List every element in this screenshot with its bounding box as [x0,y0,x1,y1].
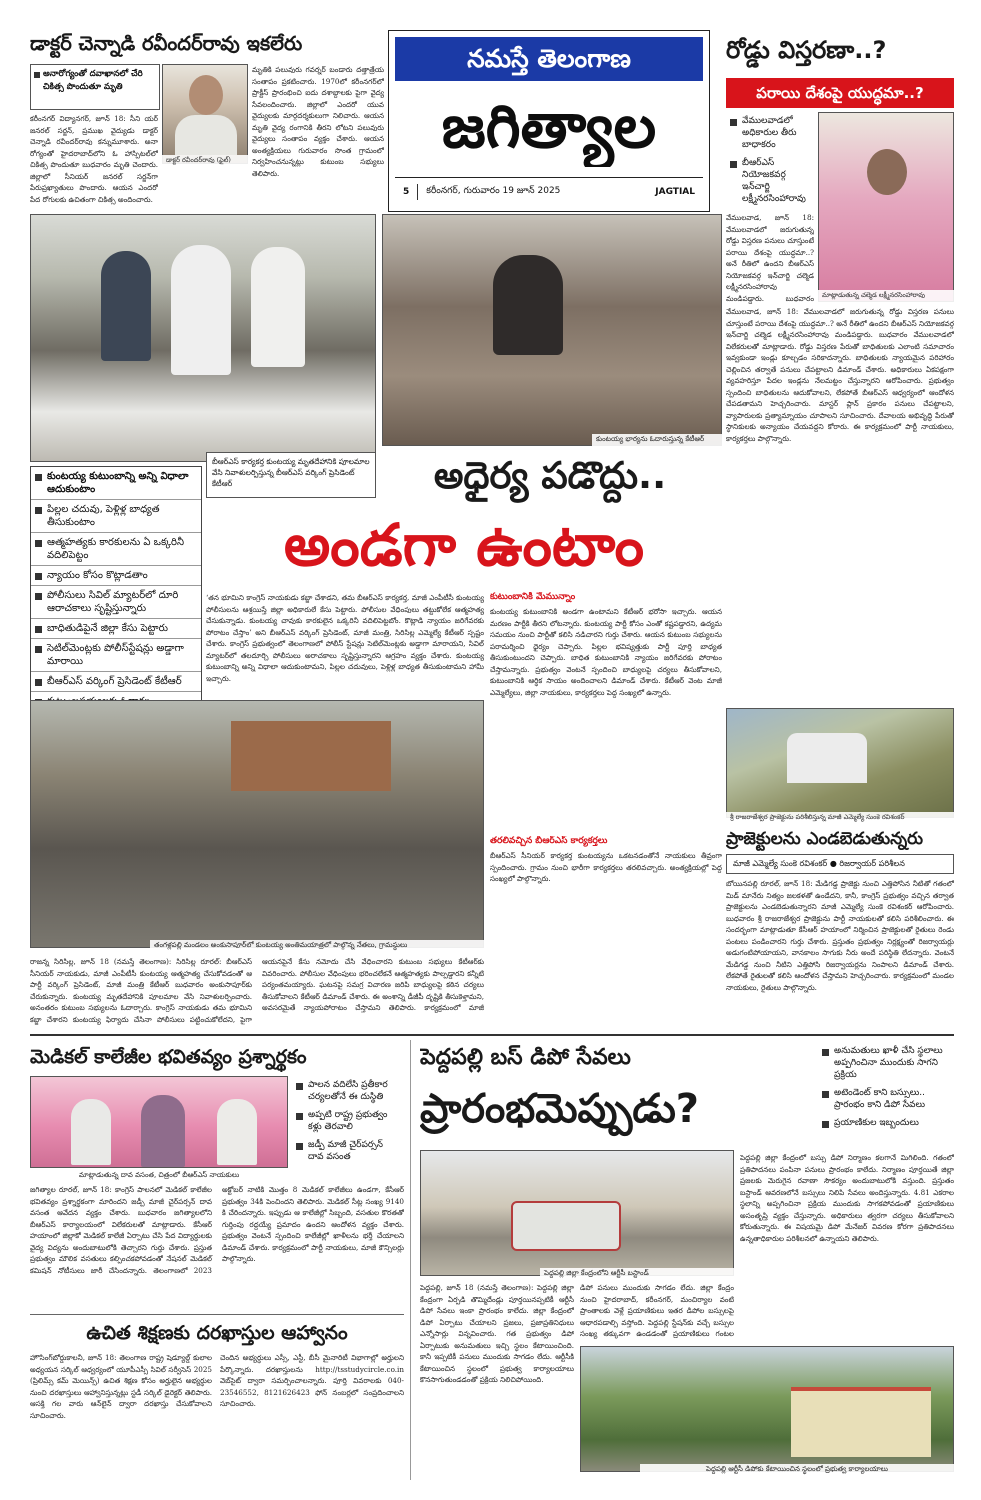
projects-photo-people [787,733,867,783]
highlight-bullet [34,72,40,78]
medical-body: జగిత్యాల రూరల్, జూన్ 18: కాంగ్రెస్ పాలనలో మెడికల్ కాలేజీల భవితవ్యం ప్రశ్నార్థకంగా మారిందని జడ్పీ మాజీ చైర్‌పర్సన్ దావ వసంత ఆవేదన వ్యక్తం చేశారు. బుధవారం జగిత్యాలలోని బీఆర్‌ఎస్ కార్యాలయంలో విలేకరులతో మాట్లాడారు. కేసీఆర్ హయాంలో జిల్లాకో మెడికల్ కాలేజీ ఏర్పాటు చేసి పేద విద్యార్థులకు వైద్య విద్యను అందుబాటులోకి తెచ్చారని గుర్తు చేశారు. ప్రస్తుత ప్రభుత్వం మౌలిక వసతులు కల్పించకపోవడంతో నేషనల్ మెడికల్ కమిషన్ నోటీసులు జారీ చేసిందన్నారు. తెలంగాణలో 2023 అక్టోబర్ నాటికి మొత్తం 8 మెడికల్ కాలేజీలు ఉండగా, కేసీఆర్ ప్రభుత్వం 34కి పెంచిందని తెలిపారు. మెడికల్ సీట్ల సంఖ్య 9140 కి చేరిందన్నారు. ఇప్పుడు ఆ కాలేజీల్లో సిబ్బంది, వసతుల కొరతతో గుర్తింపు రద్దయ్యే ప్రమాదం ఉందని ఆందోళన వ్యక్తం చేశారు. ప్రభుత్వం వెంటనే స్పందించి కాలేజీల్లో ఖాళీలను భర్తీ చేయాలని డిమాండ్ చేశారు. కార్యక్రమంలో పార్టీ నాయకులు, మాజీ కౌన్సిలర్లు పాల్గొన్నారు. [30,1185,404,1275]
main-bullet-6: బాధితుడిపైనే జిల్లా కేసు పెట్టారు [31,619,201,639]
obituary-body-right: మృతికి పలువురు గవర్నర్ బండారు దత్తాత్రేయ సంతాపం ప్రకటించారు. 1970లో కరీంనగర్‌లో ప్రాక్టీస్ ప్రారంభించి ఐదు దశాబ్దాలకు పైగా వైద్య సేవలందించారు. జిల్లాలో ఎందరో యువ వైద్యులకు మార్గదర్శకులుగా నిలిచారు. ఆయన మృతి వైద్య రంగానికి తీరని లోటని పలువురు వైద్యులు సంతాపం వ్యక్తం చేశారు. ఆయన అంత్యక్రియలు గురువారం సొంత గ్రామంలో నిర్వహించనున్నట్లు కుటుంబ సభ్యులు తెలిపారు. [252,65,384,178]
medical-photo [30,1076,288,1168]
obituary-photo [162,64,248,164]
bus-photo-2 [580,1346,954,1472]
road-bullet-1: వేములవాడలో అధికారుల తీరు బాధాకరం [726,112,814,154]
portrait-shirt [175,115,237,155]
projects-subheadline: మాజీ ఎమ్మెల్యే సుంకె రవిశంకర్ ● రిజర్వాయర్ పరిశీలన [733,859,905,868]
photo2-figure [493,255,563,355]
medical-bullet-3: జడ్పీ మాజీ చైర్‌పర్సన్ దావ వసంత [292,1136,404,1166]
main-family-label: కుటుంబానికి మేమున్నాం [490,592,576,602]
photo1-figure-left [101,251,151,361]
main-headline-top: అధైర్య పడొద్దు.. [433,454,667,497]
projects-subheadline-box [726,854,954,874]
bus-photo-1 [420,1150,734,1276]
masthead [388,30,710,212]
portrait-head [189,75,223,115]
masthead-edition-title: జగిత్యాల [441,92,657,162]
masthead-dateline-bar [395,177,703,205]
medical-photo-person-2 [141,1095,185,1167]
edition-code: JAGTIAL [655,186,695,197]
main-family-body: కుంటయ్య కుటుంబానికి అండగా ఉంటామని కేటీఆర్ భరోసా ఇచ్చారు. ఆయన మరణం పార్టీకి తీరని లోటన్నారు. కుంటయ్య పార్టీ కోసం ఎంతో కష్టపడ్డారని, ఉద్యమ సమయం నుంచి పార్టీతో కలిసి నడిచారని గుర్తు చేశారు. ఆయన కుటుంబ సభ్యులను పరామర్శించి ధైర్యం చెప్పారు. పిల్లల భవిష్యత్తుకు పార్టీ పూర్తి బాధ్యత తీసుకుంటుందని చెప్పారు. బాధిత కుటుంబానికి న్యాయం జరిగేవరకు పోరాటం చేస్తామన్నారు. ప్రభుత్వం వెంటనే స్పందించి బాధ్యులపై చర్యలు తీసుకోవాలని, కుటుంబానికి ఆర్థిక సాయం అందించాలని డిమాండ్ చేశారు. కేటీఆర్ వెంట మాజీ ఎమ్మెల్యేలు, జిల్లా నాయకులు, కార్యకర్తలు పెద్ద సంఖ్యలో ఉన్నారు. [490,607,722,697]
bus-photo-1-caption: పెద్దపల్లి జిల్లా కేంద్రంలోని ఆర్టీసీ బస్టాండ్ [540,1268,734,1280]
road-body: వేములవాడ, జూన్ 18: వేములవాడలో జరుగుతున్న రోడ్డు విస్తరణ పనులు చూస్తుంటే పరాయి దేశంపై యుద్ధమా..? అనే రీతిలో ఉందని బీఆర్‌ఎస్ నియోజకవర్గ ఇన్‌చార్జి చల్మెడ లక్ష్మీనరసింహారావు మండిపడ్డారు. బుధవారం [726,213,814,303]
bus-bullet-1: అనుమతులు ఖాళీ చేసి స్థలాలు అప్పగించినా ముందుకు సాగని ప్రక్రియ [818,1042,954,1084]
road-headline: రోడ్డు విస్తరణా..? [726,36,887,64]
road-photo [818,112,954,302]
road-photo-caption: మాట్లాడుతున్న చల్మెడ లక్ష్మీనరసింహారావు [818,290,954,302]
bus-bullet-2: అటెండెంట్ కాని బస్సులు.. ప్రారంభం కాని డిపో సేవలు [818,1084,954,1114]
medical-bullet-1: పాలన వదిలేసి ప్రతీకార చర్యలతోనే ఈ దుస్థితి [292,1076,404,1106]
obituary-highlight: అనారోగ్యంతో దవాఖానలో చేరి చికిత్స పొందుతూ మృతి [43,69,143,92]
main-bullet-3: ఆత్మహత్యకు కారకులను ఏ ఒక్కరినీ వదిలిపెట్టం [31,533,201,566]
dateline: కరీంనగర్, గురువారం 19 జూన్ 2025 [426,185,561,196]
obituary-photo-caption: డాక్టర్ రవీందర్‌రావు (ఫైల్) [162,155,248,167]
main-photo-1 [30,214,376,462]
bus-bullet-3: ప్రయాణికుల ఇబ్బందులు [818,1114,954,1132]
bus-bullets [818,1042,954,1148]
masthead-brand: నమస్తే తెలంగాణ [467,44,631,73]
main-bullet-4: న్యాయం కోసం కొట్లాడతాం [31,566,201,586]
education-body-right: చెందిన అభ్యర్థులు ఎస్సీ, ఎస్టీ, బీసీ మైనారిటీ విభాగాల్లో అర్హులని పేర్కొన్నారు. దరఖాస్తులను http://tsstudycircle.co.in వెబ్‌సైట్ ద్వారా సమర్పించాలన్నారు. పూర్తి వివరాలకు 040-23546552, 8121626423 ఫోన్ నంబర్లలో సంప్రదించాలని సూచించారు. [220,1353,404,1408]
medical-bullet-2: అప్పటి రాష్ట్ర ప్రభుత్వం కళ్లు తెరవాలి [292,1106,404,1136]
road-subheadline: పరాయి దేశంపై యుద్ధమా..? [756,84,924,102]
main-rally-label: తరలివచ్చిన బీఆర్‌ఎస్ కార్యకర్తలు [490,836,608,846]
medical-photo-caption: మాట్లాడుతున్న దావ వసంత, చిత్రంలో బీఆర్‌ఎస్ నాయకులు [30,1170,288,1182]
photo3-building [231,721,391,791]
education-headline: ఉచిత శిక్షణకు దరఖాస్తుల ఆహ్వానం [86,1322,348,1344]
main-bullet-7: సెటిల్‌మెంట్లకు పోలీస్‌స్టేషన్లు అడ్డాగా మారాయి [31,639,201,672]
obituary-highlight-box [30,64,160,110]
bus-headline-main: ప్రారంభమెప్పుడు? [420,1086,700,1132]
bus-shape [511,1201,621,1251]
section-divider [30,1034,954,1036]
main-kicker-box [206,452,376,498]
main-photo-2-caption: కుంటయ్య భార్యను ఓదారుస్తున్న కేటీఆర్ [592,434,722,446]
page-number: 5 [403,186,410,197]
projects-photo [726,708,954,818]
bus-body-right: పెద్దపల్లి జిల్లా కేంద్రంలో బస్సు డిపో నిర్మాణం కలగానే మిగిలింది. గతంలో ప్రతిపాదనలు పంపినా పనులు ప్రారంభం కాలేదు. నిర్మాణం పూర్తయితే జిల్లా ప్రజలకు మెరుగైన రవాణా సౌకర్యం అందుబాటులోకి వస్తుంది. ప్రస్తుతం బస్టాండ్ ఆవరణలోనే బస్సులు నిలిపి సేవలు అందిస్తున్నారు. 4.81 ఎకరాల స్థలాన్ని అప్పగించినా ప్రక్రియ ముందుకు సాగకపోవడంతో ప్రయాణికులు అసంతృప్తి వ్యక్తం చేస్తున్నారు. అధికారులు త్వరగా చర్యలు తీసుకోవాలని కోరుతున్నారు. ఈ విషయమై డిపో మేనేజర్ వివరణ కోరగా ప్రతిపాదనలు ఉన్నతాధికారుల పరిశీలనలో ఉన్నాయని తెలిపారు. [740,1153,954,1243]
projects-photo-caption: శ్రీ రాజరాజేశ్వర ప్రాజెక్టును పరిశీలిస్తున్న మాజీ ఎమ్మెల్యే సుంకె రవిశంకర్ [726,812,954,824]
education-body-left: హౌసింగ్‌బోర్డుకాలనీ, జూన్ 18: తెలంగాణ రాష్ట్ర షెడ్యూల్డ్ కులాల అధ్యయన సర్కిల్ ఆధ్వర్యంలో యూపీఎస్సీ సివిల్ సర్వీసెస్ 2025 (ప్రిలిమ్స్ కమ్ మెయిన్స్) ఉచిత శిక్షణ కోసం అర్హులైన అభ్యర్థుల నుంచి దరఖాస్తులు ఆహ్వానిస్తున్నట్లు స్టడీ సర్కిల్ డైరెక్టర్ తెలిపారు. ఆసక్తి గల వారు ఆన్‌లైన్ ద్వారా దరఖాస్తు చేసుకోవాలని సూచించారు. [30,1353,212,1420]
road-bullets [726,112,814,208]
main-bottom-body-right [490,1010,722,1028]
column-divider-left [410,1040,411,1480]
photo1-figure-right [251,247,305,367]
obituary-body-left: కరీంనగర్ విద్యానగర్, జూన్ 18: సీని యర్ జనరల్ సర్జన్, ప్రముఖ వైద్యుడు డాక్టర్ చెన్నాడి రవీందర్‌రావు కన్నుమూశారు. అనా రోగ్యంతో హైదరాబాద్‌లోని ఓ హాస్పిటల్‌లో చికిత్స పొందుతూ బుధవారం మృతి చెందారు. జిల్లాలో సీనియర్ జనరల్ సర్జన్‌గా పేరుప్రఖ్యాతులు పొందారు. ఆయన ఎందరో పేద రోగులకు ఉచితంగా చికిత్స అందించారు. [30,114,158,204]
road-photo-figure [867,149,907,195]
masthead-brand-band [395,37,703,81]
main-photo-3-caption: తంగళ్లపల్లి మండలం అంకుసాపూర్‌లో కుంటయ్య అంతిమయాత్రలో పాల్గొన్న నేతలు, గ్రామస్థులు [150,940,484,952]
medical-bullets [292,1076,404,1178]
education-divider [30,1314,404,1315]
main-bullet-1: కుంటయ్య కుటుంబాన్ని అన్ని విధాలా ఆదుకుంటాం [31,467,201,500]
medical-photo-person-1 [71,1099,111,1165]
main-kicker: బీఆర్‌ఎస్ కార్యకర్త కుంటయ్య మృతదేహానికి పూలమాల వేసి నివాళులర్పిస్తున్న బీఆర్‌ఎస్ వర్కింగ్ ప్రెసిడెంట్ కేటీఆర్ [212,457,370,488]
main-bottom-body: రాజన్న సిరిసిల్ల, జూన్ 18 (నమస్తే తెలంగాణ): సిరిసిల్ల రూరల్: బీఆర్‌ఎస్ సీనియర్ నాయకుడు, మాజీ ఎంపీటీసీ కుంటయ్య ఆత్మహత్య చేసుకోవడంతో ఆ పార్టీ వర్కింగ్ ప్రెసిడెంట్, మాజీ మంత్రి కేటీఆర్ బుధవారం అంకుసాపూర్‌కు చేరుకున్నారు. కుంటయ్య మృతదేహానికి పూలమాల వేసి నివాళులర్పించారు. అనంతరం కుటుంబ సభ్యులను ఓదార్చారు. కాంగ్రెస్ నాయకుడు తమ భూమిని కబ్జా చేశారని కుంటయ్య ఫిర్యాదు చేసినా పోలీసులు పట్టించుకోలేదని, పైగా ఆయనపైనే కేసు నమోదు చేసి వేధించారని కుటుంబ సభ్యులు కేటీఆర్‌కు వివరించారు. పోలీసుల వేధింపులు భరించలేకనే ఆత్మహత్యకు పాల్పడ్డారని కన్నీటి పర్యంతమయ్యారు. ఘటనపై సమగ్ర విచారణ జరిపి బాధ్యులపై కఠిన చర్యలు తీసుకోవాలని కేటీఆర్ డిమాండ్ చేశారు. ఈ అంశాన్ని డీజీపీ దృష్టికి తీసుకెళ్తామని, అవసరమైతే న్యాయపోరాటం చేస్తామని తెలిపారు. కార్యక్రమంలో మాజీ [30,957,484,1024]
main-photo-2 [382,214,722,446]
projects-body: బోయినపల్లి రూరల్, జూన్ 18: మేడిగడ్డ ప్రాజెక్టు నుంచి ఎత్తిపోసిన నీటితో గతంలో మిడ్ మానేరు నిత్యం జలకళతో ఉండేదని, కానీ, కాంగ్రెస్ ప్రభుత్వం వచ్చిన తర్వాత ప్రాజెక్టులను ఎండబెడుతున్నారని మాజీ ఎమ్మెల్యే సుంకె రవిశంకర్ ఆరోపించారు. బుధవారం శ్రీ రాజరాజేశ్వర ప్రాజెక్టును పార్టీ నాయకులతో కలిసి పరిశీలించారు. ఈ సందర్భంగా మాట్లాడుతూ కేసీఆర్ హయాంలో నిర్మించిన ప్రాజెక్టులతో రైతులు రెండు పంటలు పండించారని గుర్తు చేశారు. ప్రస్తుతం ప్రభుత్వం నిర్లక్ష్యంతో రిజర్వాయర్లు అడుగంటిపోయాయని, వానకాలం సాగుకు నీరు అందే పరిస్థితి లేదన్నారు. వెంటనే మేడిగడ్డ నుంచి నీటిని ఎత్తిపోసి రిజర్వాయర్లను నింపాలని డిమాండ్ చేశారు. లేకపోతే రైతులతో కలిసి ఆందోళన చేస్తామని హెచ్చరించారు. కార్యక్రమంలో మండల నాయకులు, రైతులు పాల్గొన్నారు. [726,879,954,992]
obituary-headline: డాక్టర్ చెన్నాడి రవీందర్‌రావు ఇకలేరు [30,32,303,55]
main-bullet-8: బీఆర్‌ఎస్ వర్కింగ్ ప్రెసిడెంట్ కేటీఆర్ [31,672,201,692]
main-headline-main: అండగా ఉంటాం [283,511,645,579]
road-bullet-2: బీఆర్‌ఎస్ నియోజకవర్గ ఇన్‌చార్జి లక్ష్మీనరసింహారావు [726,154,814,208]
main-lead-quote: ‘తన భూమిని కాంగ్రెస్ నాయకుడు కబ్జా చేశాడని, తమ బీఆర్‌ఎస్ కార్యకర్త, మాజీ ఎంపీటీసీ కుంటయ్య పోలీసులను ఆశ్రయిస్తే జిల్లా అధికారులే కేసు పెట్టారు. పోలీసుల వేధింపులు తట్టుకోలేక ఆత్మహత్య చేసుకున్నాడు. కుంటయ్య చావుకు కారకులైన ఒక్కరినీ వదిలిపెట్టబోం. కొట్లాడి న్యాయం జరిగేవరకు పోరాటం చేస్తాం’ అని బీఆర్‌ఎస్ వర్కింగ్ ప్రెసిడెంట్, మాజీ మంత్రి, సిరిసిల్ల ఎమ్మెల్యే కేటీఆర్ స్పష్టం చేశారు. కాంగ్రెస్ ప్రభుత్వంలో తెలంగాణలో పోలీస్ స్టేషన్లు సెటిల్‌మెంట్లకు అడ్డాగా మారాయని, సివిల్ మ్యాటర్‌లో తలదూర్చి పోలీసులు అరాచకాలు సృష్టిస్తున్నారని ఆగ్రహం వ్యక్తం చేశారు. కుంటయ్య కుటుంబాన్ని అన్ని విధాలా ఆదుకుంటామని, పిల్లల చదువులు, పెళ్లిళ్ల బాధ్యత తీసుకుంటామని హామీ ఇచ్చారు. [206,593,484,683]
main-rally-body: బీఆర్‌ఎస్ సీనియర్ కార్యకర్త కుంటయ్యను ఒకటనడంతోనే నాయకులు తీవ్రంగా స్పందించారు. గ్రామం నుంచి భారీగా కార్యకర్తలు తరలివచ్చారు. అంత్యక్రియల్లో పెద్ద సంఖ్యలో పాల్గొన్నారు. [490,851,722,883]
main-bullet-2: పిల్లల చదువు, పెళ్లిళ్ల బాధ్యత తీసుకుంటాం [31,500,201,533]
road-body-cont [726,306,954,704]
road-body-continuation: వేములవాడ, జూన్ 18: వేములవాడలో జరుగుతున్న రోడ్డు విస్తరణ పనులు చూస్తుంటే పరాయి దేశంపై యుద్ధమా..? అనే రీతిలో ఉందని బీఆర్‌ఎస్ నియోజకవర్గ ఇన్‌చార్జి చల్మెడ లక్ష్మీనరసింహారావు మండిపడ్డారు. బుధవారం వేములవాడలో విలేకరులతో మాట్లాడారు. రోడ్డు విస్తరణ పేరుతో బాధితులకు ఎలాంటి సమాచారం ఇవ్వకుండా ఇండ్లు కూల్చడం సరికాదన్నారు. బాధితులకు న్యాయమైన పరిహారం చెల్లించిన తర్వాతే పనులు చేపట్టాలని డిమాండ్ చేశారు. అధికారులు ఏకపక్షంగా వ్యవహరిస్తూ పేదల ఇండ్లను నేలమట్టం చేస్తున్నారని ఆరోపించారు. ప్రభుత్వం స్పందించి బాధితులను ఆదుకోవాలని, లేకపోతే బీఆర్‌ఎస్ ఆధ్వర్యంలో ఆందోళన చేపడతామని హెచ్చరించారు. మాస్టర్ ప్లాన్ ప్రకారం పనులు చేపట్టాలని, వ్యాపారులకు ప్రత్యామ్నాయం చూపాలని సూచించారు. దేవాలయ అభివృద్ధి పేరుతో స్థానికులకు అన్యాయం చేయవద్దని కోరారు. ఈ కార్యక్రమంలో పార్టీ నాయకులు, కార్యకర్తలు పాల్గొన్నారు. [726,307,954,443]
road-subheadline-bar [726,78,954,108]
medical-photo-person-3 [217,1099,257,1165]
main-bullet-5: పోలీసులు సివిల్ మ్యాటర్‌లో దూరి ఆరాచకాలు సృష్టిస్తున్నారు [31,586,201,619]
main-photo-3 [30,700,484,948]
bus-body-mid: డిపో పనులు ముందుకు సాగడం లేదు. జిల్లా కేంద్రం నుంచి హైదరాబాద్, కరీంనగర్, మంచిర్యాల వంటి ప్రాంతాలకు వెళ్లే ప్రయాణికులు ఇతర డిపోల బస్సులపై ఆధారపడాల్సి వస్తోంది. పెద్దపల్లి స్టేషన్‌కు వచ్చే బస్సుల సంఖ్య తక్కువగా ఉండడంతో ప్రయాణికులు గంటల [580,1283,734,1338]
projects-headline: ప్రాజెక్టులను ఎండబెడుతున్నరు [726,829,924,849]
bus-headline-top: పెద్దపల్లి బస్ డిపో సేవలు [420,1045,631,1070]
photo1-figure-center [171,245,231,375]
bus-body-left: పెద్దపల్లి, జూన్ 18 (నమస్తే తెలంగాణ): పెద్దపల్లి జిల్లా కేంద్రంగా ఏర్పడి తొమ్మిదేండ్లు పూర్తయినప్పటికీ ఆర్టీసీ డిపో సేవలు ఇంకా ప్రారంభం కాలేదు. జిల్లా కేంద్రంలో డిపో ఏర్పాటు చేయాలని ప్రజలు, ప్రజాప్రతినిధులు ఎన్నోసార్లు విన్నవించారు. గత ప్రభుత్వం డిపో ఏర్పాటుకు అనుమతులు ఇచ్చి స్థలం కేటాయించింది. కానీ ఇప్పటికీ పనులు ముందుకు సాగడం లేదు. ఆర్టీసీకి కేటాయించిన స్థలంలో ప్రభుత్వ కార్యాలయాలు కొనసాగుతుండడంతో ప్రక్రియ నిలిచిపోయింది. [420,1283,574,1384]
office-building [791,1387,931,1457]
bus-photo-2-caption: పెద్దపల్లి ఆర్టీసీ డిపోకు కేటాయించిన స్థలంలో ప్రభుత్వ కార్యాలయాలు [640,1464,954,1476]
medical-headline: మెడికల్ కాలేజీల భవితవ్యం ప్రశ్నార్థకం [30,1046,307,1068]
